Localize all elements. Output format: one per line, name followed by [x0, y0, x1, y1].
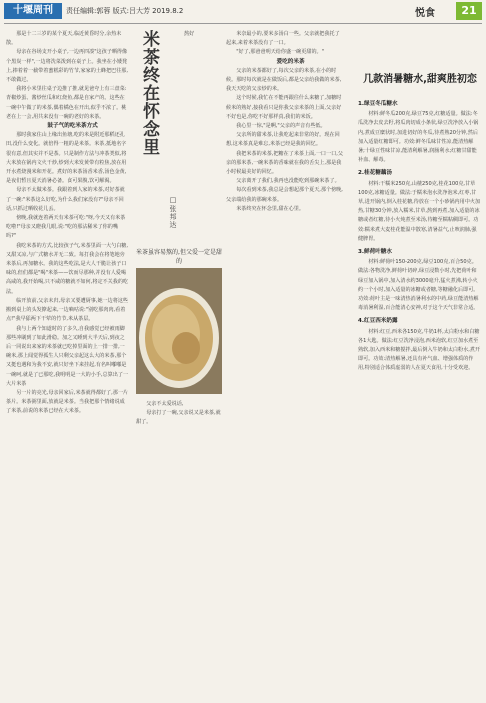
article-author: □张邦达 — [169, 196, 177, 229]
recipe-heading: 4.红豆西米奶露 — [358, 318, 398, 325]
paragraph: 临开放前,父亲未归,母亲又要遭厨事,她一边将这些搬到桌上的头发撩起来,一边嘀咕说:"别吃那肉肉,看着点!"我早舔两下干荤的竹节,米从茶层。 — [6, 297, 128, 323]
paragraph: "好了,那爸爸明天给你盛一碗更甜的。" — [236, 49, 324, 56]
page-number: 21 — [456, 2, 482, 20]
paragraph: 父亲所的甜米茶,让我吃起来非常的好。现在回想,这米茶真是难忘,米茶已经是我的回忆。 — [226, 132, 340, 148]
paragraph: 每次看到米茶,我总是会想起那个夏天,那个傍晚,父亲端给我的那碗米茶。 — [226, 187, 343, 203]
article-column-2-top: 熬好 — [184, 31, 195, 37]
paragraph: 母亲在谷场支开小桌子,一边再四凑"这孩子晒得像个黑炭一样",一边将洗菜泼到在桌子上。我坐在小矮凳上,捧着着一截带着蜜糕彩的竹节,家家的土蜂把巴往那,不敢做过。 — [6, 49, 128, 84]
recipe-heading: 3.鲜荷叶糖水 — [358, 249, 392, 256]
paragraph: 那是十二三岁的某个夏天,临近黄昏时分,余热未散。 — [6, 31, 122, 47]
subheading: 鼓子气的吃米茶方式 — [47, 123, 98, 130]
paragraph: 我将小米里往桌子边推了推,就见爸夸上有三盘菜:青椒炒蛋、酱炒丝瓜和红烧鱼,都是自家产的。这些在一碗中午做了的米茶,偶着橘色在开出,似乎不浓了。桃老在上一会,用共来没有一碗的老好的米茶。 — [6, 86, 127, 120]
photo-caption: 米茶虽容易熬的,但父爱一定是甜的 — [136, 249, 222, 265]
paragraph: 傍晚,我就连着两天有米茶可吃:"呀,今天又有米茶吃啦!"母亲又瞪我几眼,说:"吃的那沾稀米了你的嘴吗?" — [6, 215, 126, 240]
recipe-heading: 2.桂花糖藕汤 — [358, 170, 392, 177]
page-header — [0, 0, 486, 22]
recipe-column — [358, 96, 480, 698]
paragraph: 父亲离开了我们,我再也没能吃到那碗米茶了。 — [236, 178, 340, 185]
recipe-text: 材料:红豆,西米各150克,牛奶1杯,太白粉水和白糖各1大匙。做法:红豆洗净浸泡,西米泡软,红豆加水煮至熟软,加入西米和糖搅拌,最后倒入牛奶和太白粉水,煮开即可。功效:清热解暑,还具有补气血、增强体质的作用,特别适合体质虚弱的人在夏天食用,十分受欢迎。 — [358, 328, 480, 372]
paragraph: 我心里一惊,"是啊,"父亲的声音有些低。 — [236, 123, 326, 130]
paragraph: 我把米茶的米茶,把糖在了米茶上面,一口一口,父亲的那米茶,一碗米茶的香味就在我的舌尖上,那是我小时候最美好的回忆。 — [226, 150, 343, 176]
article-column-3 — [226, 30, 344, 698]
article-column-1 — [6, 30, 128, 698]
paragraph: 那时我家住山上缘出鱼塘,吃的米是附近那稻还孔田,没什么变化。就倍得一粗的是米茶。米茶,抵地名字很有意,但其实并不是茶。只是制作方法与冲茶类似,将大米放在锅内文火干炒,炒到大米发黄带有粒焦,放在用开水煮烧漫米和开花。煮好的米茶汤香米香,汤色金黄,是夜们暂且夏天消暑必备。食可果腹,饮可解渴。 — [6, 132, 127, 185]
recipe-heading: 1.绿豆冬瓜糖水 — [358, 101, 398, 107]
paragraph: 我吃米茶的方式,比较孩子气,米茶里面一大勺白糖,又甜又凉,与广式糖水并无二致。每打我会在将笔地旁米茶后,再加糖水。我的这些吃法,是大人干脆让孩子口味的,但们都是"喝"米茶——饮而尽那种,并没有人爱喝高咸的,我开始喝,只不咸的糖就不如何,将定不关我的吃法。 — [6, 242, 128, 295]
header-divider — [4, 23, 482, 24]
section-title: 悦食 — [415, 8, 435, 19]
paragraph: 父亲不太爱说话, — [146, 401, 184, 407]
paragraph: 父亲的米茶都好了,每次父亲的米茶,在小的时候。那时每次就是在做饭后,都是父亲给我做的米茶,我天天吃的父亲炒的米。 — [226, 67, 342, 93]
article-column-2-lower — [136, 400, 222, 698]
recipe-text: 材料:鲜冬瓜200克,绿豆75克,红糖适量。做法:冬瓜洗净去皮去籽,将瓜肉切成小条状,绿豆洗净放入小锅内,煮成豆糜状时,加进切好的冬瓜,待煮熟20分钟,然后加入适量红糖即可。功效:鲜冬瓜味甘性凉,能清热解暑;十绿豆性味甘凉,能清利解暑,润肠利水;红糖甘甜能补血、解毒。 — [358, 111, 479, 164]
paragraph: 米茶终究在怀念里,甜在心里。 — [236, 205, 305, 212]
header-info: 责任编辑:郭蓉 版式:吕大芳 2019.8.2 — [66, 7, 184, 15]
paragraph: 另一片的亮光,母亲回家后,米茶就得都好了,那一片茶片。米茶粥里面,放就是米茶。当我把那个情绪说成了米茶,前说的米茶已经在大米茶。 — [6, 389, 128, 415]
subheading: 爱吃的米茶 — [276, 58, 305, 65]
article-title: 米茶终在怀念里 — [139, 30, 159, 156]
recipe-text: 材料:干糯米250克,山楂250克,桂花100克,甘草100克,冰糖适量。做法:于糯米泡水洗净泡米,红枣,甘草,进开锅内,倒入桂花糖,待放在一个小砂锅内用中火加热,甘糖30分钟,放入糯米,甘草,熬到再煮,加入适量的冰糖或者红糖,待小火炖煮至米汤,待糖至糯粘稠即可。功效:糯米煮大麦桂花能温中散寒,清暑益气,止咳润肺,强健脾胃。 — [358, 180, 480, 242]
paragraph: 母亲打了一碗,父亲说又是米茶,就甜了。 — [136, 410, 221, 426]
paragraph: 米奈最小的,要米多汤白一些。父亲就把我托了起来,来着米茶没有了一口。 — [226, 31, 340, 47]
recipe-title: 几款消暑糖水,甜爽胜初恋 — [363, 74, 477, 85]
recipe-text: 材料:鲜荷叶150-200克,绿豆100克,百合50克。做法:各物洗净,鲜荷叶切碎,绿豆浸数小时,先把荷叶和绿豆加入锅中,加入清水约3000毫升,猛火煮沸,转小火约一个小时,加入适量的冰糖或者糖,等糖融化后即可。功效:荷叶主是一味清热消暑利水的中药,绿豆能清热解毒消暑利湿,百合能清心安神,对于这个天气非常合适。 — [358, 259, 479, 312]
paragraph: 这个时候,我忙在不能再跟往什么来糖了,加糖时候米的熟好,接我看只是你我父亲米茶的上面,父亲好不好也是,你吃不好那样真,我们的米饭。 — [226, 95, 342, 120]
paragraph: 母亲不太做米茶。我跟着到人家的米茶,对好茶就了一碗:"米茶这么好吃,为什么我们家没有?"母亲不回话,只抓过晒收花儿丢。 — [6, 187, 125, 212]
paragraph: 我与上两个知道时的了多久,自我感觉已经被雨脚那些冲刷到了如此滑稳。加之又睡到大半天后,到夜之后一同说出来家的米茶就已吃掉里面的上一排一排,一碗米,那上闻觉得孤生人只剩父亲起这么大的米茶,那个又挺也遇和为我不安,就只好坐下来挂起,有名叫嘟嘟是一碗呵,就是了已那吃,我明明是一大的小手,总算出了一大片米茶 — [6, 325, 128, 387]
brand-logo: 十堰周刊 — [4, 3, 62, 19]
rice-tea-photo — [136, 268, 222, 394]
